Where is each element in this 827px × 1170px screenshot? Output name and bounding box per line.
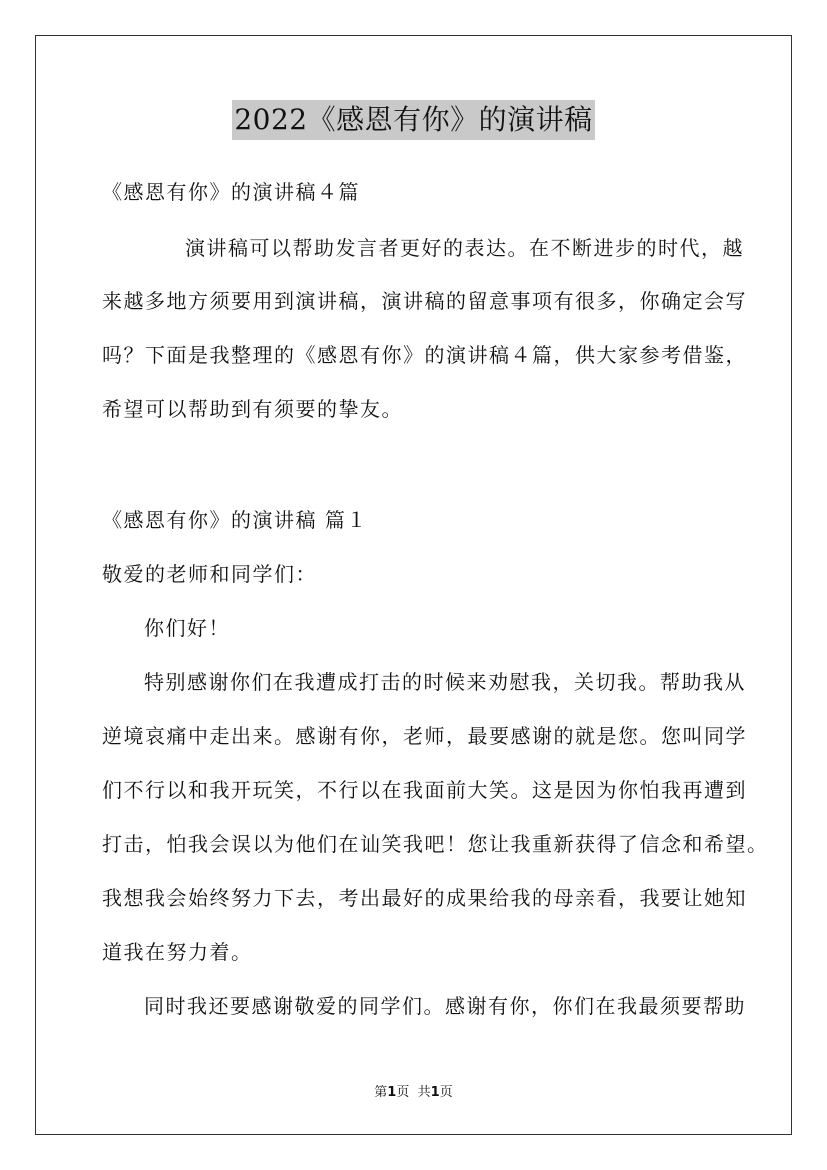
footer-total-prefix: 共	[417, 1085, 431, 1100]
paragraph-line: 们不行以和我开玩笑，不行以在我面前大笑。这是因为你怕我再遭到	[102, 778, 747, 802]
paragraph-line: 来越多地方须要用到演讲稿，演讲稿的留意事项有很多，你确定会写	[102, 289, 747, 313]
paragraph-line: 希望可以帮助到有须要的挚友。	[102, 397, 403, 421]
paragraph-line: 道我在努力着。	[102, 940, 253, 964]
footer-page-number: 1	[387, 1085, 397, 1100]
footer-total-suffix: 页	[439, 1085, 453, 1100]
footer-page-prefix: 第	[374, 1085, 388, 1100]
document-title: 2022《感恩有你》的演讲稿	[232, 100, 594, 140]
paragraph-line: 逆境哀痛中走出来。感谢有你，老师，最要感谢的就是您。您叫同学	[102, 724, 747, 748]
paragraph-line: 特别感谢你们在我遭成打击的时候来劝慰我，关切我。帮助我从	[144, 670, 746, 694]
paragraph-line: 吗？下面是我整理的《感恩有你》的演讲稿４篇，供大家参考借鉴，	[102, 343, 747, 367]
footer-page-suffix: 页	[396, 1085, 410, 1100]
paragraph-line: 演讲稿可以帮助发言者更好的表达。在不断进步的时代，越	[185, 236, 744, 260]
paragraph-line: 同时我还要感谢敬爱的同学们。感谢有你，你们在我最须要帮助	[144, 994, 746, 1018]
subtitle-line: 《感恩有你》的演讲稿４篇	[102, 180, 360, 204]
footer-total-pages: 1	[430, 1085, 440, 1100]
salutation-line: 敬爱的老师和同学们：	[102, 562, 317, 586]
section-heading: 《感恩有你》的演讲稿 篇１	[102, 508, 368, 532]
page-footer	[0, 1084, 827, 1102]
greeting-line: 你们好！	[144, 616, 230, 640]
paragraph-line: 打击，怕我会误以为他们在讪笑我吧！您让我重新获得了信念和希望。	[102, 832, 769, 856]
paragraph-line: 我想我会始终努力下去，考出最好的成果给我的母亲看，我要让她知	[102, 886, 747, 910]
title-container	[0, 100, 827, 140]
